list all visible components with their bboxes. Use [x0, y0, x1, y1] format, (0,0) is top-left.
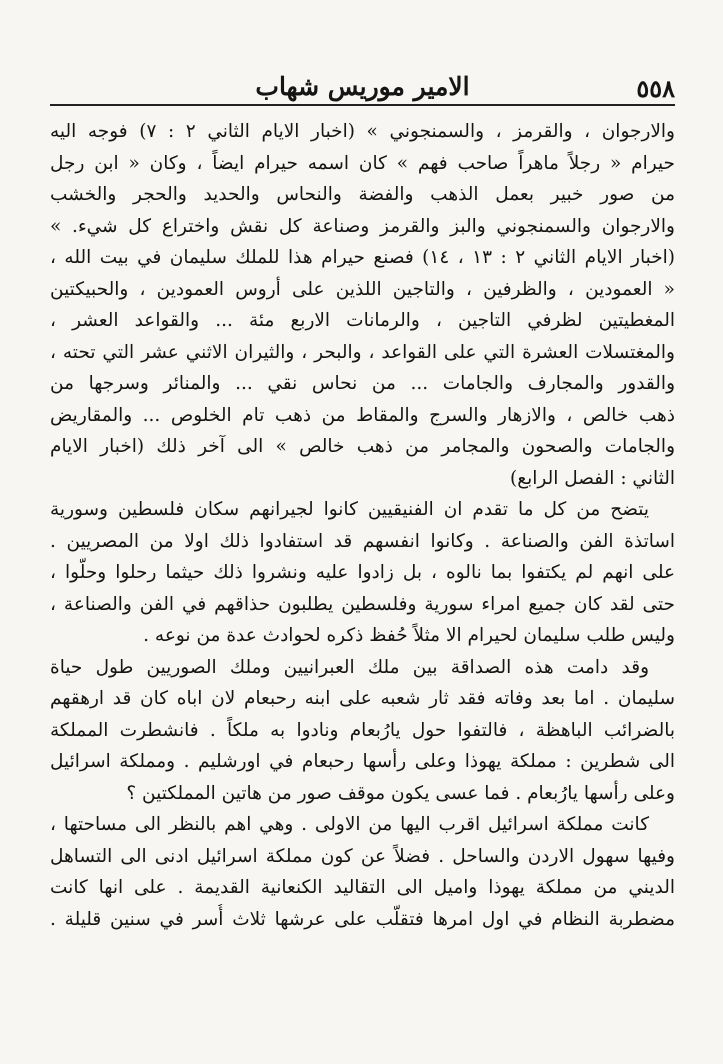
text-line: حتى لقد كان جميع امراء سورية وفلسطين يطلبون حذاقهم في الفن والصناعة ،: [50, 593, 675, 615]
text-line: وفيها سهول الاردن والساحل . فضلاً عن كون مملكة اسرائيل ادنى الى التساهل: [50, 845, 675, 867]
text-line: اساتذة الفن والصناعة . وكانوا انفسهم قد استفادوا ذلك اولا من المصريين .: [50, 530, 675, 552]
text-line: سليمان . اما بعد وفاته فقد ثار شعبه على ابنه رحبعام لان اباه كان قد ارهقهم: [50, 688, 675, 709]
text-line: وقد دامت هذه الصداقة بين ملك العبرانيين وملك الصوريين طول حياة: [50, 656, 649, 678]
text-line: المغطيتين لظرفي التاجين ، والرمانات الاربع مئة ... والقواعد العشر ،: [50, 310, 675, 331]
text-line: ذهب خالص ، والازهار والسرج والمقاط من ذهب تام الخلوص ... والمقاريض: [50, 404, 675, 426]
text-line: والارجوان والسمنجوني والبز والقرمز وصناعة كل نقش واختراع كل شيء. »: [50, 215, 675, 237]
running-title: الامير موريس شهاب: [255, 72, 470, 101]
text-line: والقدور والمجارف والجامات ... من نحاس نقي ... والمنائر وسرجها من: [50, 373, 675, 394]
text-line: وليس طلب سليمان لحيرام الا مثلاً حُفظ ذكره لحوادث عدة من نوعه .: [143, 625, 675, 646]
page-header: [50, 70, 675, 104]
text-line: من صور خبير بعمل الذهب والفضة والنحاس والحديد والحجر والخشب: [50, 184, 675, 205]
text-line: والجامات والصحون والمجامر من ذهب خالص » الى آخر ذلك (اخبار الايام: [50, 436, 675, 457]
body-text: [50, 116, 675, 935]
text-line: وعلى رأسها يارُبعام . فما عسى يكون موقف صور من هاتين المملكتين ؟: [126, 782, 675, 804]
page-number: ٥٥٨: [636, 74, 675, 103]
text-line: مضطربة النظام في اول امرها فتقلّب على عرشها ثلاث أُسر في سنين قليلة .: [50, 908, 675, 930]
text-line: (اخبار الايام الثاني ٢ : ١٣ ، ١٤) فصنع حيرام هذا للملك سليمان في بيت الله ،: [50, 247, 675, 268]
text-line: والارجوان ، والقرمز ، والسمنجوني » (اخبار الايام الثاني ٢ : ٧) فوجه اليه: [50, 121, 675, 142]
text-line: كانت مملكة اسرائيل اقرب اليها من الاولى . وهي اهم بالنظر الى مساحتها ،: [50, 814, 649, 835]
text-line: حيرام « رجلاً ماهراً صاحب فهم » كان اسمه حيرام ايضاً ، وكان « ابن رجل: [50, 152, 675, 174]
text-line: الديني من مملكة يهوذا واميل الى التقاليد الكنعانية القديمة . على انها كانت: [50, 877, 675, 898]
text-line: يتضح من كل ما تقدم ان الفنيقيين كانوا لجيرانهم سكان فلسطين وسورية: [50, 499, 649, 520]
text-line: بالضرائب الباهظة ، فالتفوا حول يارُبعام ونادوا به ملكاً . فانشطرت المملكة: [50, 719, 675, 741]
text-line: الى شطرين : مملكة يهوذا وعلى رأسها رحبعام في اورشليم . ومملكة اسرائيل: [50, 751, 675, 772]
text-line: « العمودين ، والظرفين ، والتاجين اللذين على أروس العمودين ، والحبيكتين: [50, 278, 675, 300]
header-rule: [50, 104, 675, 106]
text-line: على انهم لم يكتفوا بما نالوه ، بل زادوا عليه ونشروا ذلك حيثما رحلوا وحلّوا ،: [50, 562, 675, 583]
text-line: والمغتسلات العشرة التي على القواعد ، والبحر ، والثيران الاثني عشر التي تحته ،: [50, 341, 675, 363]
text-line: الثاني : الفصل الرابع): [510, 467, 675, 489]
